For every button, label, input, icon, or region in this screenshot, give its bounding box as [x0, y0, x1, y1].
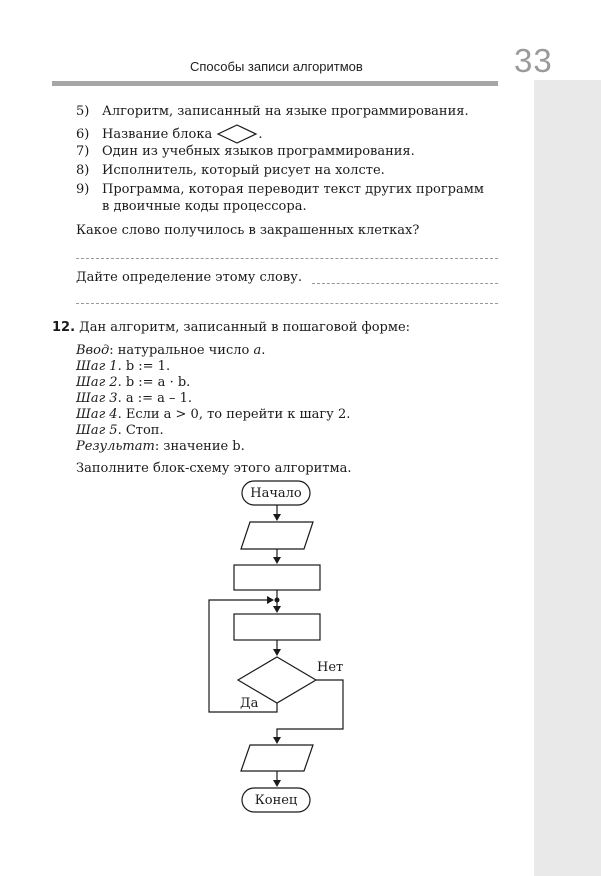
running-header: Способы записи алгоритмов	[190, 59, 363, 74]
list-item-text: Один из учебных языков программирования.	[102, 144, 415, 159]
list-item-number: 8)	[76, 163, 90, 178]
list-item-text: Программа, которая переводит текст других программ	[102, 182, 484, 197]
input-end: .	[261, 343, 266, 358]
list-item-text: Название блока	[102, 127, 213, 142]
yes-label: Да	[240, 696, 259, 711]
list-item-number: 5)	[76, 104, 90, 119]
list-item-number: 9)	[76, 182, 90, 197]
output-block	[241, 745, 313, 771]
input-block	[241, 522, 313, 549]
start-label: Начало	[250, 486, 302, 501]
task-intro: Дан алгоритм, записанный в пошаговой форме:	[79, 320, 411, 335]
list-item-number: 7)	[76, 144, 90, 159]
list-item-text: Исполнитель, который рисует на холсте.	[102, 163, 385, 178]
step-text: . Стоп.	[117, 423, 164, 438]
list-item-continuation: в двоичные коды процессора.	[102, 199, 307, 214]
list-item-suffix: .	[258, 127, 263, 142]
step-label: Шаг 4	[76, 407, 118, 422]
process-block-2	[234, 614, 320, 640]
page-number: 33	[514, 42, 553, 79]
question-shaded-word: Какое слово получилось в закрашенных клетках?	[76, 223, 420, 238]
list-item-number: 6)	[76, 127, 90, 142]
task-instruction: Заполните блок-схему этого алгоритма.	[76, 461, 352, 476]
step-text: . a := a – 1.	[117, 391, 193, 406]
input-variable: a	[253, 343, 262, 358]
step-text: . b := 1.	[117, 359, 171, 374]
result-text: : значение b.	[154, 439, 245, 454]
end-label: Конец	[254, 793, 298, 808]
process-block-1	[234, 565, 320, 590]
junction-dot	[275, 598, 280, 603]
step-label: Шаг 2	[76, 375, 118, 390]
step-text: . b := a · b.	[117, 375, 191, 390]
list-item-text: Алгоритм, записанный на языке программирования.	[102, 104, 469, 119]
input-label: Ввод	[76, 343, 110, 358]
exit-arrow	[277, 680, 343, 743]
task-number: 12.	[52, 320, 76, 335]
input-text: : натуральное число	[109, 343, 254, 358]
step-label: Шаг 1	[76, 359, 118, 374]
step-label: Шаг 5	[76, 423, 118, 438]
no-label: Нет	[317, 660, 344, 675]
result-label: Результат	[76, 439, 155, 454]
step-text: . Если a > 0, то перейти к шагу 2.	[117, 407, 351, 422]
step-label: Шаг 3	[76, 391, 118, 406]
question-definition: Дайте определение этому слову.	[76, 270, 302, 285]
